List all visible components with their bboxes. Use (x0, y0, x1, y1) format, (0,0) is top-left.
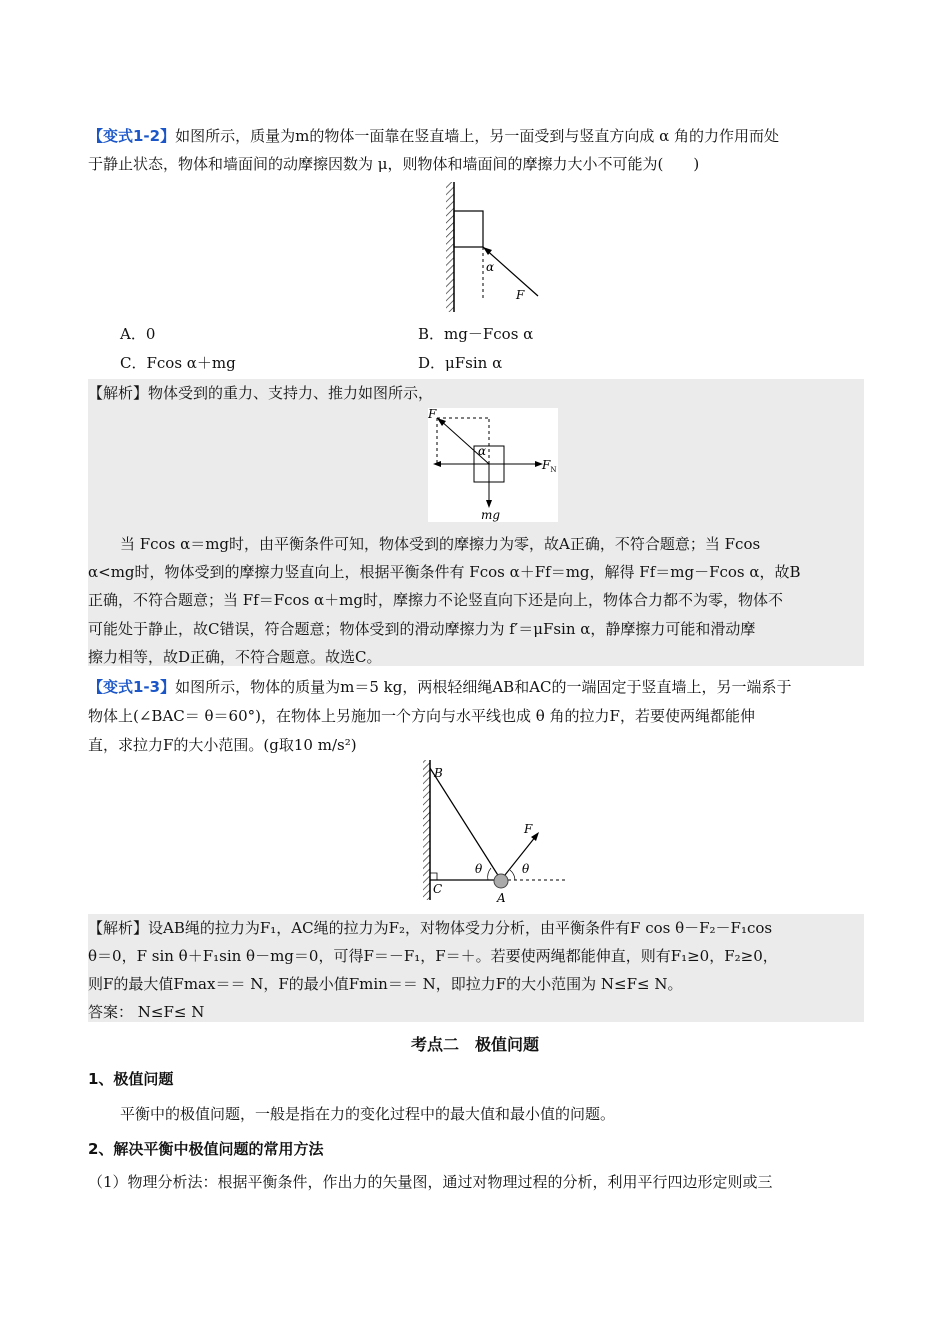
solution-tag: 【解析】 (88, 384, 149, 402)
theta-arc-1 (488, 868, 491, 880)
solution-1-3-l3: 则F的最大值Fmax＝＝ N，F的最小值Fmin＝＝ N，即拉力F的大小范围为 N≤F≤ N。 (88, 975, 683, 993)
question-1-3-line-2: 物体上(∠BAC＝ θ＝60°)，在物体上另施加一个方向与水平线也成 θ 角的拉力F，若要使两绳都能伸 (88, 707, 755, 725)
option-a: A．0 (120, 325, 156, 343)
right-angle-mark (430, 873, 437, 880)
solution-1-2-p1: 当 Fcos α＝mg时，由平衡条件可知，物体受到的摩擦力为零，故A正确，不符合题意；当 Fcos (120, 535, 761, 553)
section-title: 考点二 极值问题 (410, 1035, 539, 1054)
alpha-label: α (486, 260, 495, 274)
paragraph-2: （1）物理分析法：根据平衡条件，作出力的矢量图，通过对物理过程的分析，利用平行四边形定则或三 (88, 1173, 773, 1191)
solution-1-3-l1 (88, 918, 772, 938)
solution-intro-text: 物体受到的重力、支持力、推力如图所示， (148, 384, 434, 402)
question-tag: 【变式1-3】 (88, 678, 176, 696)
question-1-3-line-1 (88, 677, 792, 697)
normal-force-label: $F_N$ (542, 458, 557, 474)
force-diagram (428, 408, 558, 522)
option-d: D．μFsin α (418, 354, 503, 372)
solution-text: 设AB绳的拉力为F₁，AC绳的拉力为F₂，对物体受力分析，由平衡条件有F cos θ－F₂－F₁cos (148, 919, 773, 937)
wall-hatch (446, 182, 454, 312)
rope-ab (430, 768, 501, 880)
rope-figure (418, 760, 570, 906)
solution-1-2-p4: 可能处于静止，故C错误，符合题意；物体受到的滑动摩擦力为 f′＝μFsin α，静摩擦力可能和滑动摩 (88, 620, 756, 638)
solution-1-2-p3: 正确，不符合题意；当 Ff＝Fcos α＋mg时，摩擦力不论竖直向下还是向上，物体合力都不为零，物体不 (88, 591, 783, 609)
answer-line: 答案： N≤F≤ N (88, 1003, 205, 1021)
wall-hatch (423, 760, 430, 900)
question-text: 如图所示，质量为m的物体一面靠在竖直墙上，另一面受到与竖直方向成 α 角的力作用而处 (175, 127, 780, 145)
solution-1-3-l2: θ＝0，F sin θ＋F₁sin θ－mg＝0，可得F＝－F₁，F＝＋。若要使两绳都能伸直，则有F₁≥0，F₂≥0， (88, 947, 778, 965)
force-label: F (524, 822, 533, 836)
gravity-label: mg (481, 508, 501, 522)
question-1-2-line-2: 于静止状态，物体和墙面间的动摩擦因数为 μ，则物体和墙面间的摩擦力大小不可能为( ) (88, 155, 700, 173)
solution-tag: 【解析】 (88, 919, 149, 937)
theta-arc-2 (510, 870, 515, 880)
solution-1-2-intro (88, 383, 433, 403)
option-c: C．Fcos α＋mg (120, 354, 236, 372)
force-f-label: F (428, 408, 437, 421)
force-line (501, 836, 536, 880)
paragraph-1: 平衡中的极值问题，一般是指在力的变化过程中的最大值和最小值的问题。 (120, 1105, 616, 1123)
question-tag: 【变式1-2】 (88, 127, 176, 145)
subheading-1: 1、极值问题 (88, 1070, 174, 1088)
subheading-2: 2、解决平衡中极值问题的常用方法 (88, 1140, 324, 1158)
theta-label-2: θ (522, 862, 530, 876)
point-b-label: B (434, 766, 443, 780)
solution-1-2-p5: 擦力相等，故D正确，不符合题意。故选C。 (88, 648, 382, 666)
point-a-label: A (497, 891, 506, 905)
question-text: 如图所示，物体的质量为m＝5 kg，两根轻细绳AB和AC的一端固定于竖直墙上，另一端系于 (175, 678, 792, 696)
alpha-label: α (478, 444, 487, 458)
theta-label-1: θ (475, 862, 483, 876)
object-ball (494, 874, 508, 888)
force-label: F (516, 288, 525, 302)
question-1-2-line-1 (88, 126, 779, 146)
block (454, 211, 483, 247)
option-b: B．mg－Fcos α (418, 325, 534, 343)
point-c-label: C (433, 882, 443, 896)
question-1-3-line-3: 直，求拉力F的大小范围。(g取10 m/s²) (88, 736, 357, 754)
solution-1-2-p2: α<mg时，物体受到的摩擦力竖直向上，根据平衡条件有 Fcos α＋Ff＝mg，解得 Ff＝mg－Fcos α，故B (88, 563, 801, 581)
wall-block-figure (430, 182, 550, 316)
